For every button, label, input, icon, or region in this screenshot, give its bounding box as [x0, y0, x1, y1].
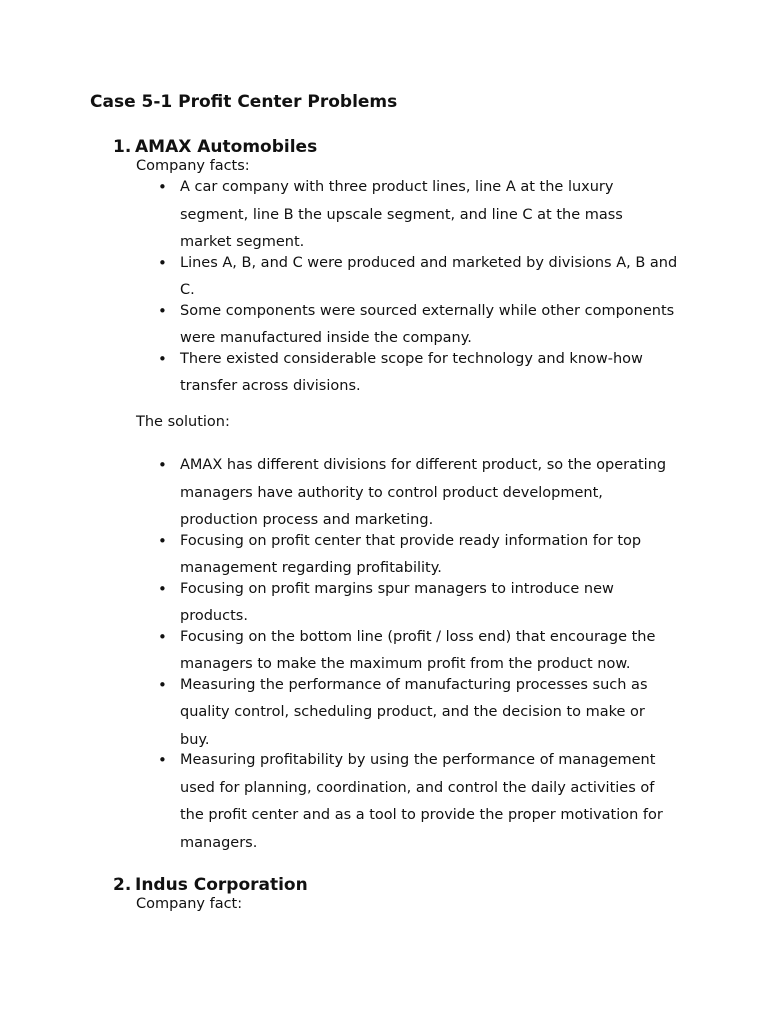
- list-item: • There existed considerable scope for technology and know-how transfer across divisions.: [158, 346, 678, 401]
- list-item: • Focusing on profit margins spur managers to introduce new products.: [158, 576, 678, 631]
- section-1-heading: [113, 137, 317, 157]
- list-item: • A car company with three product lines, line A at the luxury segment, line B the upscale segment, and line C at the mass market segment.: [158, 174, 678, 257]
- document-title: Case 5-1 Profit Center Problems: [90, 92, 398, 112]
- list-item: • Measuring profitability by using the performance of management used for planning, coordination, and control the daily activities of the profit center and as a tool to provide the proper motivation for managers.: [158, 747, 678, 857]
- list-item: • Measuring the performance of manufacturing processes such as quality control, scheduling product, and the decision to make or buy.: [158, 672, 678, 755]
- list-item: • Focusing on profit center that provide ready information for top management regarding profitability.: [158, 528, 678, 583]
- section-1-number: 1.: [113, 137, 132, 157]
- list-item: • Some components were sourced externally while other components were manufactured inside the company.: [158, 298, 678, 353]
- section-2-number: 2.: [113, 875, 132, 895]
- section-2-title: Indus Corporation: [135, 875, 308, 895]
- section-1-title: AMAX Automobiles: [135, 137, 318, 157]
- section-1-facts-list: [158, 174, 678, 394]
- list-item: • AMAX has different divisions for different product, so the operating managers have authority to control product development, production process and marketing.: [158, 452, 678, 535]
- list-item: • Lines A, B, and C were produced and marketed by divisions A, B and C.: [158, 250, 678, 305]
- section-2-facts-label: Company fact:: [136, 896, 243, 912]
- section-1-solution-list: [158, 452, 678, 850]
- section-1-facts-label: Company facts:: [136, 158, 250, 174]
- list-item: • Focusing on the bottom line (profit / loss end) that encourage the managers to make the maximum profit from the product now.: [158, 624, 678, 679]
- section-2-heading: [113, 875, 308, 895]
- section-1-solution-label: The solution:: [136, 414, 230, 430]
